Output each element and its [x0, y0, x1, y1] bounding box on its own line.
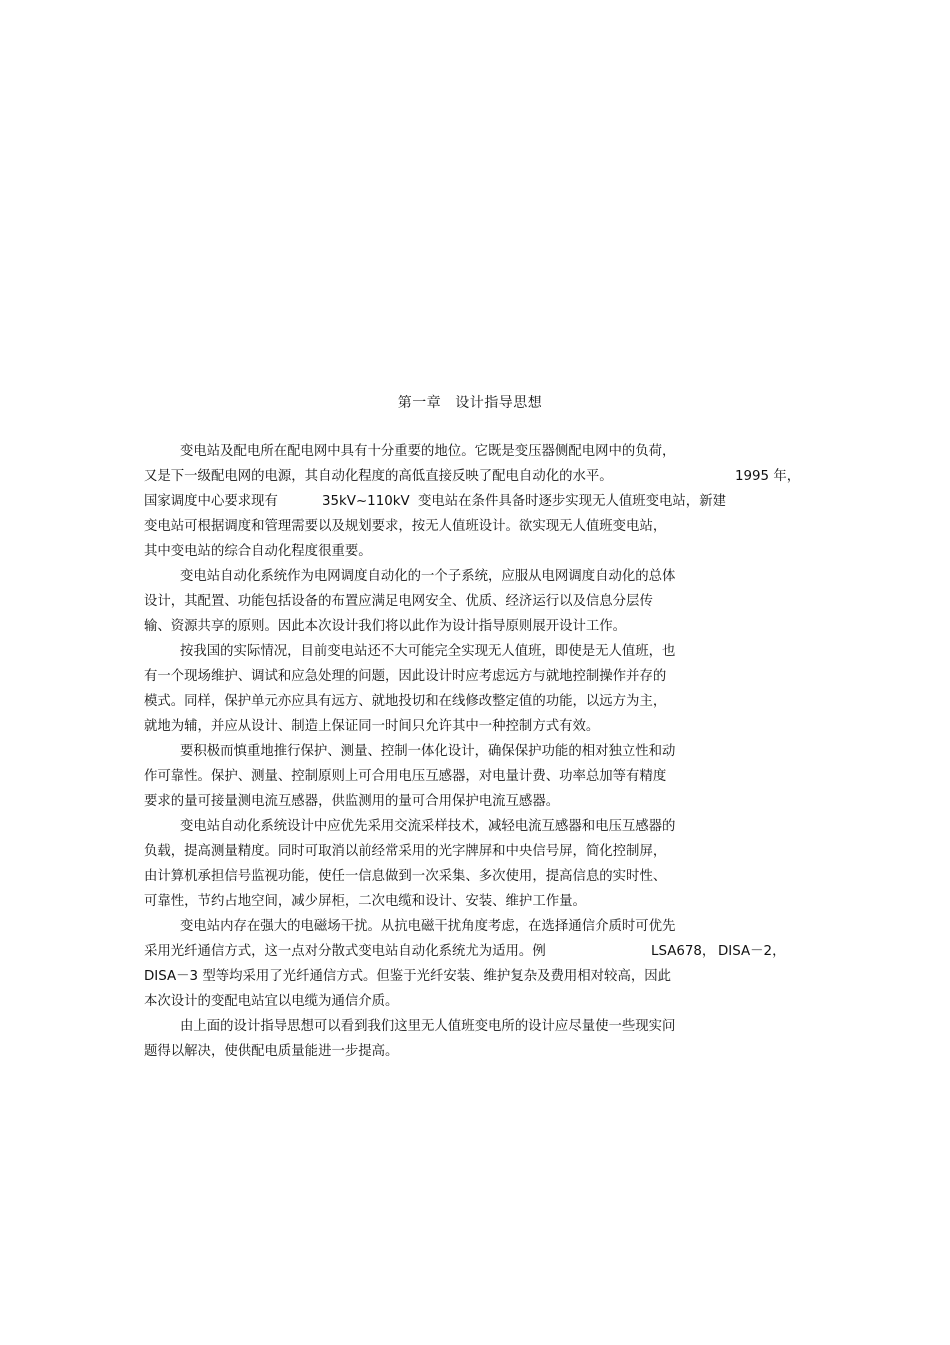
text-line: 国家调度中心要求现有 [144, 494, 278, 509]
text-line: LSA678， [651, 944, 716, 959]
text-line: 作可靠性。保护、测量、控制原则上可合用电压互感器，对电量计费、功率总加等有精度 [144, 769, 667, 784]
text-line: 要积极而慎重地推行保护、测量、控制一体化设计，确保保护功能的相对独立性和动 [180, 744, 676, 759]
text-line: 输、资源共享的原则。因此本次设计我们将以此作为设计指导原则展开设计工作。 [144, 619, 627, 634]
text-line: 变电站自动化系统作为电网调度自动化的一个子系统，应服从电网调度自动化的总体 [180, 569, 676, 584]
text-line: 变电站在条件具备时逐步实现无人值班变电站，新建 [418, 494, 726, 509]
chapter-title: 设计指导思想 [455, 395, 543, 411]
text-line: DISA－3 型等均采用了光纤通信方式。但鉴于光纤安装、维护复杂及费用相对较高，因此 [144, 969, 672, 984]
text-line: 按我国的实际情况，目前变电站还不大可能完全实现无人值班，即使是无人值班，也 [180, 644, 676, 659]
text-line: 35kV~110kV [322, 494, 410, 509]
text-line: DISA－2， [718, 944, 786, 959]
text-line: 由计算机承担信号监视功能，使任一信息做到一次采集、多次使用，提高信息的实时性、 [144, 869, 667, 884]
text-line: 可靠性，节约占地空间，减少屏柜，二次电缆和设计、安装、维护工作量。 [144, 894, 586, 909]
text-line: 1995 年， [735, 469, 801, 484]
text-line: 有一个现场维护、调试和应急处理的问题，因此设计时应考虑远方与就地控制操作并存的 [144, 669, 667, 684]
text-line: 变电站及配电所在配电网中具有十分重要的地位。它既是变压器侧配电网中的负荷， [180, 444, 676, 459]
text-line: 模式。同样，保护单元亦应具有远方、就地投切和在线修改整定值的功能，以远方为主， [144, 694, 667, 709]
text-line: 本次设计的变配电站宜以电缆为通信介质。 [144, 994, 399, 1009]
text-line: 又是下一级配电网的电源，其自动化程度的高低直接反映了配电自动化的水平。 [144, 469, 613, 484]
text-line: 设计，其配置、功能包括设备的布置应满足电网安全、优质、经济运行以及信息分层传 [144, 594, 653, 609]
text-line: 负载，提高测量精度。同时可取消以前经常采用的光字牌屏和中央信号屏，简化控制屏， [144, 844, 667, 859]
text-line: 题得以解决，使供配电质量能进一步提高。 [144, 1044, 399, 1059]
text-line: 由上面的设计指导思想可以看到我们这里无人值班变电所的设计应尽量使一些现实问 [180, 1019, 676, 1034]
chapter-heading [0, 393, 940, 413]
text-line: 就地为辅，并应从设计、制造上保证同一时间只允许其中一种控制方式有效。 [144, 719, 600, 734]
text-line: 变电站自动化系统设计中应优先采用交流采样技术，减轻电流互感器和电压互感器的 [180, 819, 676, 834]
text-line: 其中变电站的综合自动化程度很重要。 [144, 544, 372, 559]
chapter-number: 第一章 [397, 395, 442, 411]
text-line: 采用光纤通信方式，这一点对分散式变电站自动化系统尤为适用。例 [144, 944, 546, 959]
text-line: 变电站可根据调度和管理需要以及规划要求，按无人值班设计。欲实现无人值班变电站， [144, 519, 667, 534]
text-line: 变电站内存在强大的电磁场干扰。从抗电磁干扰角度考虑，在选择通信介质时可优先 [180, 919, 676, 934]
text-line: 要求的量可接量测电流互感器，供监测用的量可合用保护电流互感器。 [144, 794, 560, 809]
